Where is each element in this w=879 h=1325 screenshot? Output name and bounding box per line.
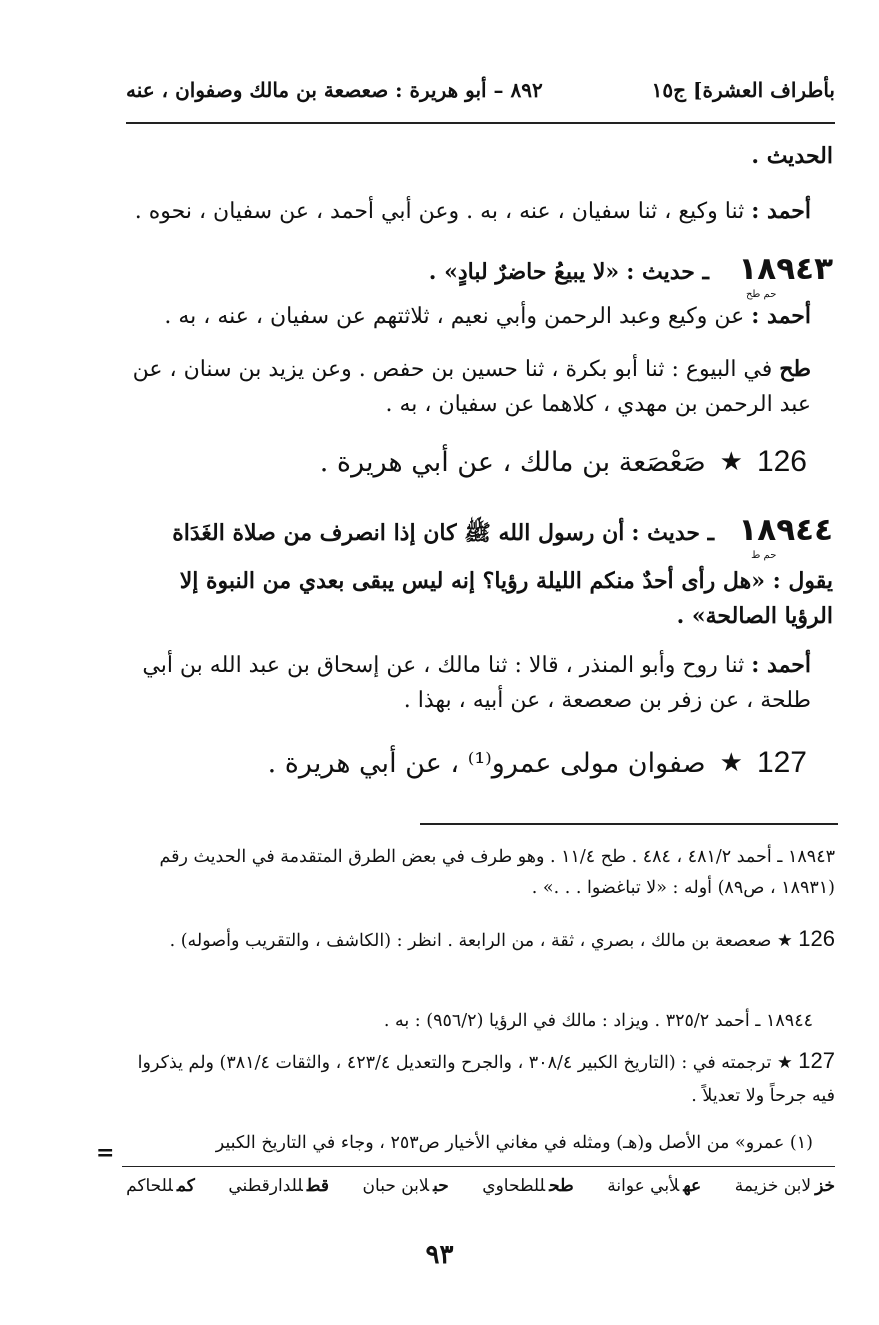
chain-ahmad-3: أحمد : ثنا روح وأبو المنذر ، قالا : ثنا مالك ، عن إسحاق بن عبد الله بن أبي طلحة ، عن زفر بن صعصعة ، عن أبيه ، بهذا . [142,652,811,714]
section-title: ٨٩٢ – أبو هريرة : صعصعة بن مالك وصفوان ، عنه [126,78,543,102]
abbreviations-key [126,1176,835,1196]
source-marks: حم طح [745,289,777,300]
abbreviation: قطللدارقطني [228,1176,329,1196]
header-rule [126,122,835,124]
paragraph-continuation: الحديث . [751,143,833,169]
hadith-18943: ١٨٩٤٣حم طح ـ حديث : «لا يبيعُ حاضرٌ لبادٍ» . [428,251,833,300]
chain-ahmad-2: أحمد : عن وكيع وعبد الرحمن وأبي نعيم ، ثلاثتهم عن سفيان ، عنه ، به . [164,303,811,329]
star-icon: ★ [777,1053,793,1073]
narrator-127: 127 ★ صفوان مولى عمرو⁽¹⁾ ، عن أبي هريرة . [267,746,807,779]
source-marks: حم ط [751,550,777,561]
page-number: ٩٣ [425,1240,454,1270]
footnote-18943: ١٨٩٤٣ ـ أحمد ٤٨١/٢ ، ٤٨٤ . طح ١١/٤ . وهو طرف في بعض الطرق المتقدمة في الحديث رقم (١٨٩٣١ ، ص٨٩) أوله : «لا تباغضوا . . .» . [159,847,835,898]
footnote-126: 126 ★ صعصعة بن مالك ، بصري ، ثقة ، من الرابعة . انظر : (الكاشف ، والتقريب وأصوله) . [169,926,835,951]
footnote-1: (١) عمرو» من الأصل و(هـ) ومثله في مغاني الأخيار ص٢٥٣ ، وجاء في التاريخ الكبير [215,1133,813,1153]
hadith-number: ١٨٩٤٣ [738,251,833,287]
footnote-18944: ١٨٩٤٤ ـ أحمد ٣٢٥/٢ . ويزاد : مالك في الرؤيا (٩٥٦/٢) : به . [383,1011,813,1031]
continuation-mark: = [96,1140,115,1166]
abbreviations-rule [122,1166,835,1167]
narrator-126: 126 ★ صَعْصَعة بن مالك ، عن أبي هريرة . [319,445,807,478]
footnote-rule [420,823,838,825]
star-icon: ★ [719,447,743,477]
abbreviation: طحللطحاوي [482,1176,574,1196]
running-header [126,70,835,110]
abbreviation: خزلابن خزيمة [734,1176,835,1196]
chain-ahmad-1: أحمد : ثنا وكيع ، ثنا سفيان ، عنه ، به . وعن أبي أحمد ، عن سفيان ، نحوه . [134,198,811,224]
abbreviation: كمللحاكم [126,1176,195,1196]
footnote-127: 127 ★ ترجمته في : (التاريخ الكبير ٣٠٨/٤ ، والجرح والتعديل ٤٢٣/٤ ، والثقات ٣٨١/٤) ولم يذكروا فيه جرحاً ولا تعديلاً . [137,1048,835,1106]
chain-tahawi: طح في البيوع : ثنا أبو بكرة ، ثنا حسين بن حفص . وعن يزيد بن سنان ، عن عبد الرحمن بن مهدي ، كلاهما عن سفيان ، به . [132,356,811,418]
star-icon: ★ [719,748,743,778]
star-icon: ★ [777,931,793,951]
abbreviation: حبلابن حبان [362,1176,449,1196]
book-title: بأطراف العشرة] ج١٥ [651,78,835,102]
hadith-number: ١٨٩٤٤ [738,512,833,548]
abbreviation: عهلأبي عوانة [607,1176,702,1196]
hadith-18944: ١٨٩٤٤حم ط ـ حديث : أن رسول الله ﷺ كان إذا انصرف من صلاة الغَدَاة يقول : «هل رأى أحدٌ منكم الليلة رؤيا؟ إنه ليس يبقى بعدي من النبوة إلا الرؤيا الصالحة» . [172,512,833,629]
